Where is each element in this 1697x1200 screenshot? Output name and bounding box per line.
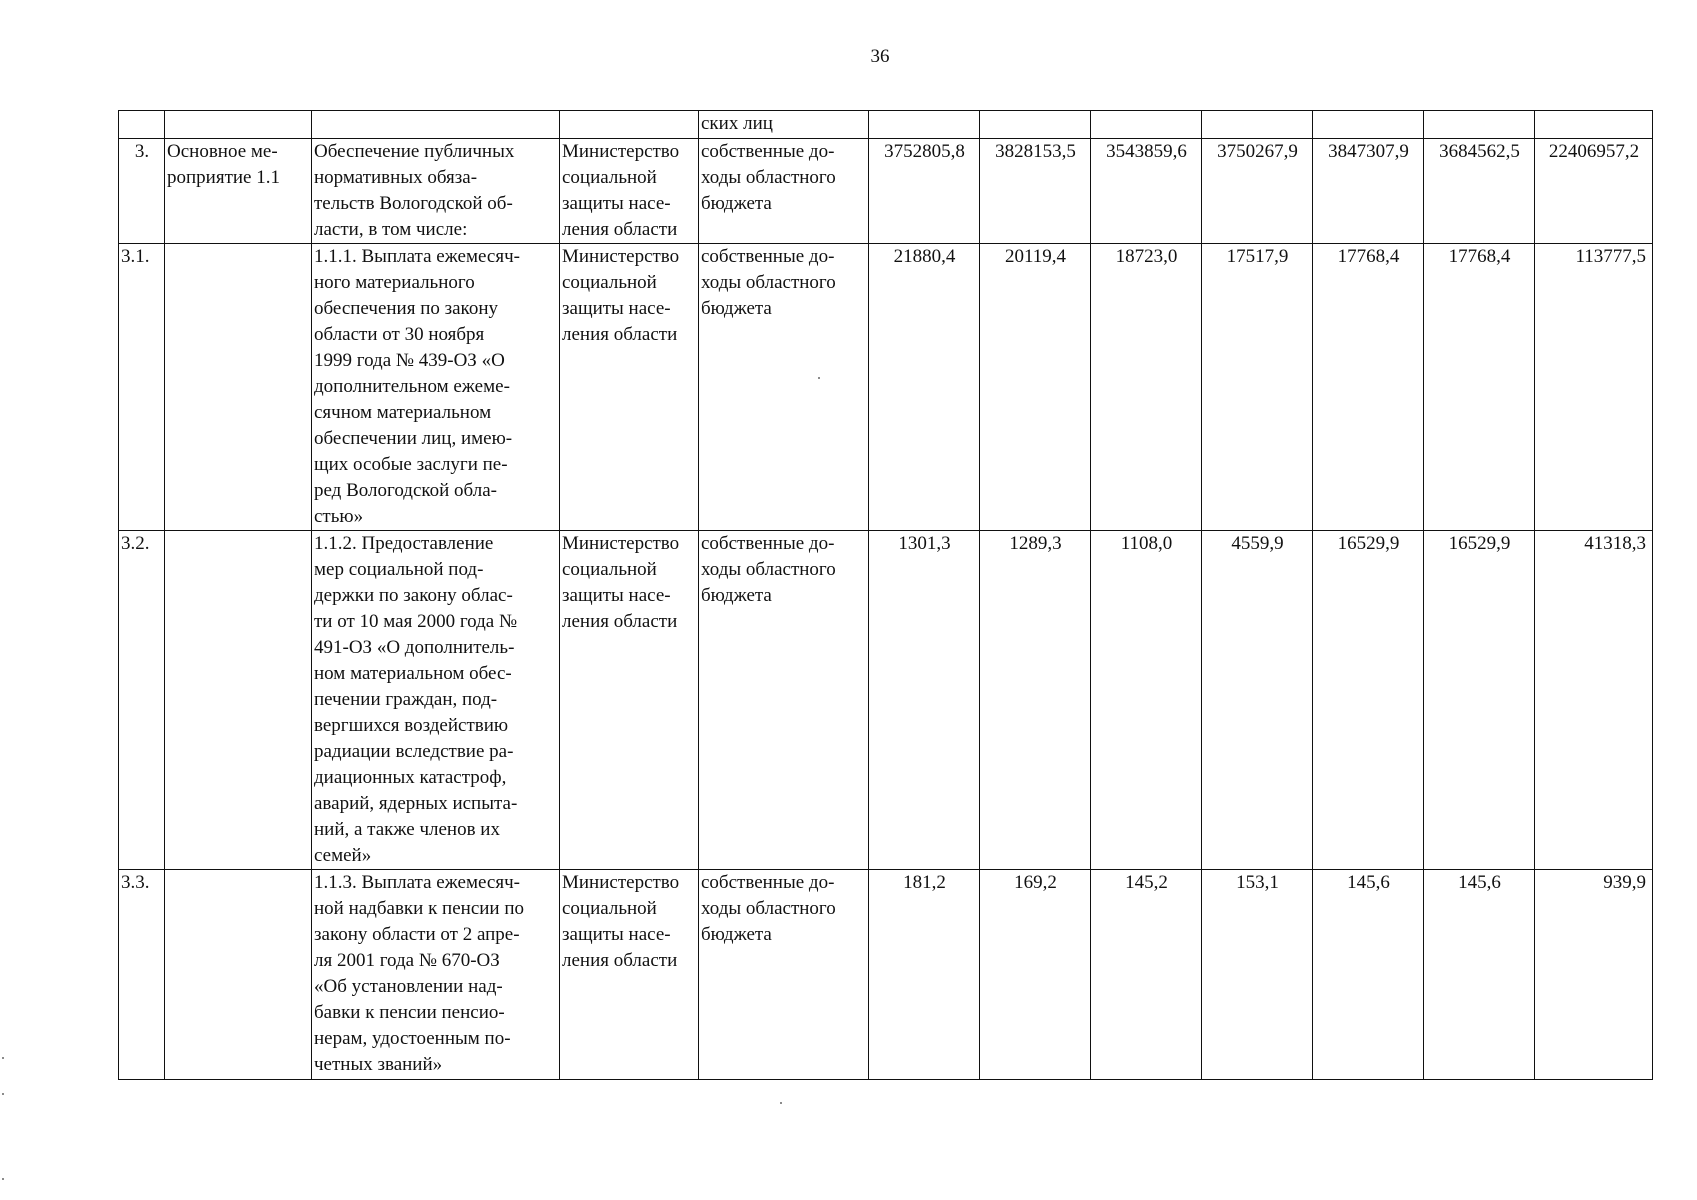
scan-speck [818,377,820,379]
cell-value [1535,111,1653,139]
row-name: 1.1.1. Выплата ежемесяч- ного материального обеспечения по закону области от 30 ноября 1999 года № 439-ОЗ «О дополнительном ежеме- сячном материальном обеспечении лиц, имею- щих особые заслуги пе- ред Вологодской обла- стью» [312,244,560,531]
row-status: Основное ме- роприятие 1.1 [165,139,312,244]
row-status [165,870,312,1080]
row-value-total: 22406957,2 [1535,139,1653,244]
row-value-3: 18723,0 [1091,244,1202,531]
row-number: 3.3. [119,870,165,1080]
page-number: 36 [870,46,890,67]
row-value-6: 145,6 [1424,870,1535,1080]
scan-speck [2,1057,4,1059]
row-value-4: 153,1 [1202,870,1313,1080]
row-executor: Министерство социальной защиты насе- ления области [560,244,699,531]
row-name: 1.1.3. Выплата ежемесяч- ной надбавки к пенсии по закону области от 2 апре- ля 2001 года № 670-ОЗ «Об установлении над- бавки к пенсии пенсио- нерам, удостоенным по- четных званий» [312,870,560,1080]
row-value-6: 16529,9 [1424,531,1535,870]
row-value-total: 939,9 [1535,870,1653,1080]
row-number: 3.1. [119,244,165,531]
row-executor: Министерство социальной защиты насе- ления области [560,531,699,870]
cell-value [980,111,1091,139]
row-value-2: 3828153,5 [980,139,1091,244]
row-executor: Министерство социальной защиты насе- ления области [560,139,699,244]
row-source: собственные до- ходы областного бюджета [699,244,869,531]
table-row [119,870,1653,1080]
cell-value [1202,111,1313,139]
scan-speck [780,1102,782,1104]
continued-row [119,111,1653,139]
row-value-5: 3847307,9 [1313,139,1424,244]
table-row [119,244,1653,531]
row-value-total: 41318,3 [1535,531,1653,870]
row-value-4: 17517,9 [1202,244,1313,531]
row-status [165,244,312,531]
row-value-1: 181,2 [869,870,980,1080]
table-row [119,139,1653,244]
row-value-5: 145,6 [1313,870,1424,1080]
row-value-6: 17768,4 [1424,244,1535,531]
cell-no [119,111,165,139]
cell-value [1313,111,1424,139]
row-value-1: 1301,3 [869,531,980,870]
row-status [165,531,312,870]
cell-executor [560,111,699,139]
row-value-5: 17768,4 [1313,244,1424,531]
row-value-1: 21880,4 [869,244,980,531]
row-executor: Министерство социальной защиты насе- ления области [560,870,699,1080]
table-row [119,531,1653,870]
cell-name [312,111,560,139]
row-name: Обеспечение публичных нормативных обяза- тельств Вологодской об- ласти, в том числе: [312,139,560,244]
cell-value [1091,111,1202,139]
row-value-5: 16529,9 [1313,531,1424,870]
cell-source: ских лиц [699,111,869,139]
row-value-3: 145,2 [1091,870,1202,1080]
row-value-4: 3750267,9 [1202,139,1313,244]
scan-speck [2,1093,4,1095]
budget-table [118,110,1653,1080]
row-value-2: 1289,3 [980,531,1091,870]
row-value-1: 3752805,8 [869,139,980,244]
row-value-2: 169,2 [980,870,1091,1080]
row-value-6: 3684562,5 [1424,139,1535,244]
row-number: 3. [119,139,165,244]
row-value-4: 4559,9 [1202,531,1313,870]
row-value-total: 113777,5 [1535,244,1653,531]
row-value-2: 20119,4 [980,244,1091,531]
row-source: собственные до- ходы областного бюджета [699,531,869,870]
cell-value [1424,111,1535,139]
row-value-3: 1108,0 [1091,531,1202,870]
row-number: 3.2. [119,531,165,870]
row-name: 1.1.2. Предоставление мер социальной под- держки по закону облас- ти от 10 мая 2000 года № 491-ОЗ «О дополнитель- ном материальном обес- печении граждан, под- вергшихся воздействию радиации вследствие ра- диационных катастроф, аварий, ядерных испыта- ний, а также членов их семей» [312,531,560,870]
cell-status [165,111,312,139]
row-source: собственные до- ходы областного бюджета [699,870,869,1080]
cell-value [869,111,980,139]
scan-speck [2,1178,4,1180]
row-value-3: 3543859,6 [1091,139,1202,244]
row-source: собственные до- ходы областного бюджета [699,139,869,244]
